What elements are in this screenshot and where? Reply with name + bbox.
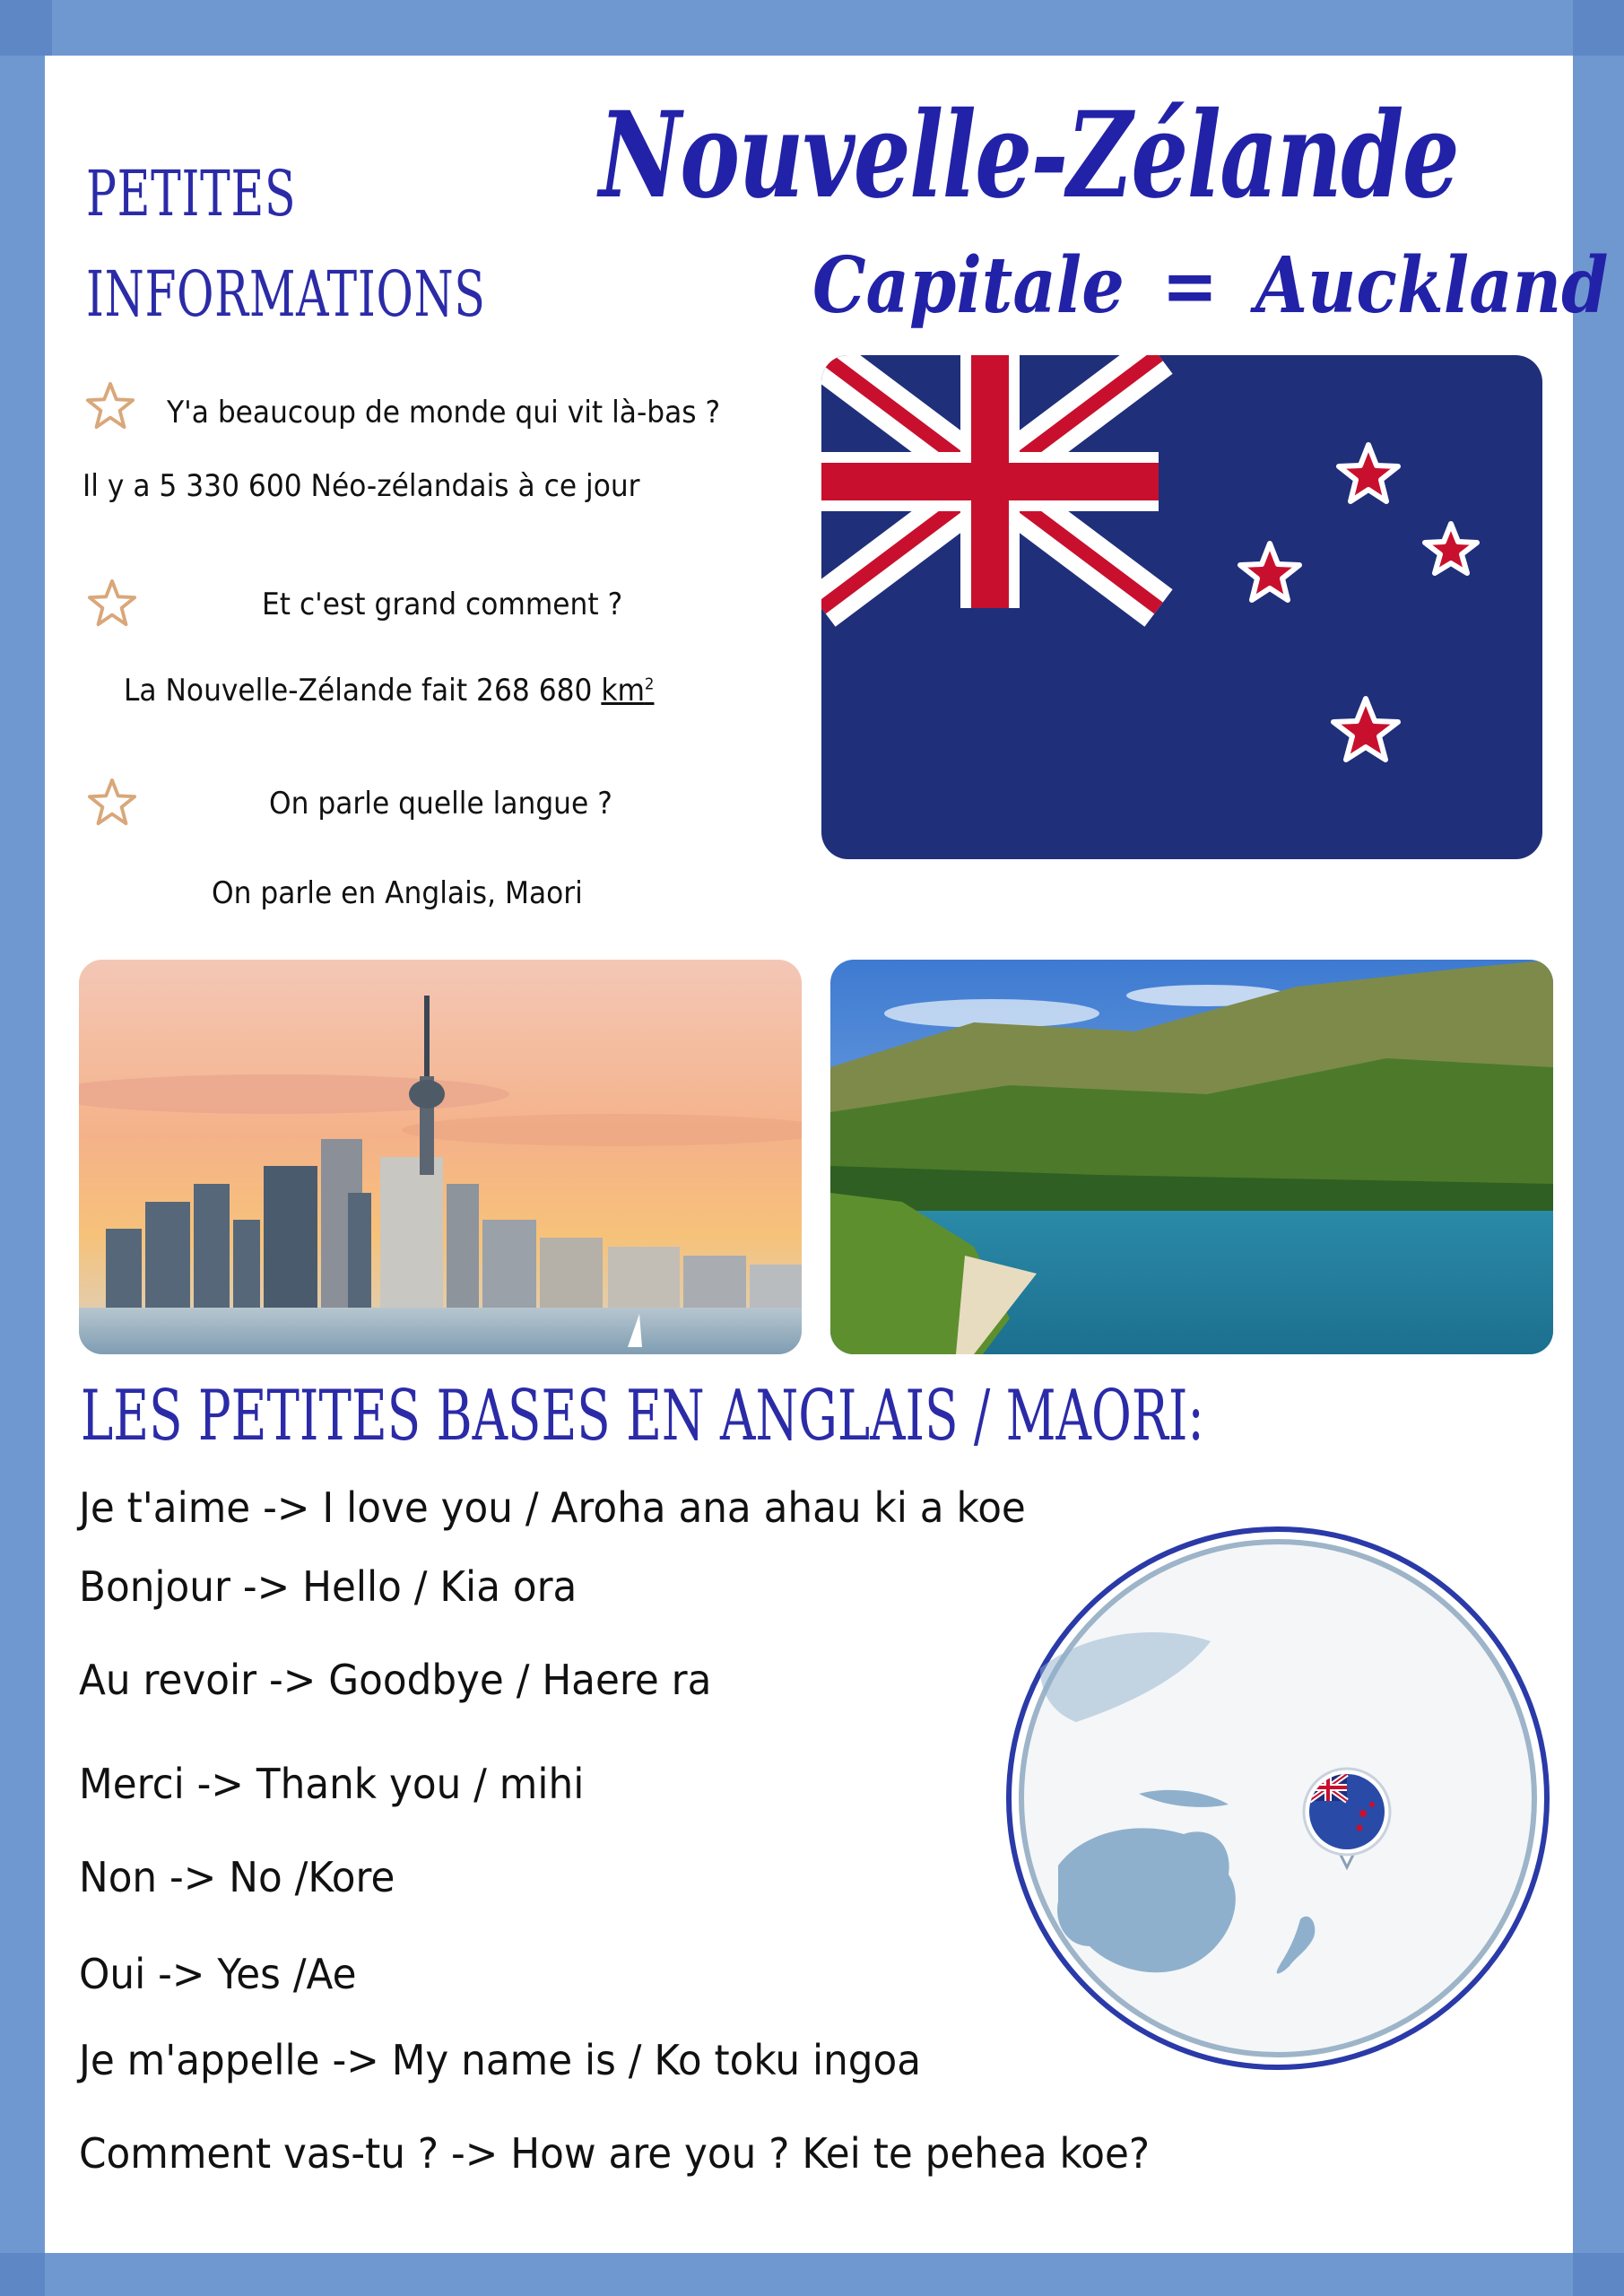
- frame-left: [0, 0, 45, 2296]
- frame-corner: [1573, 0, 1624, 56]
- phrase-item: Oui -> Yes /Ae: [79, 1950, 357, 1998]
- star-icon: [84, 380, 136, 432]
- page-title: Nouvelle-Zélande: [599, 86, 1459, 225]
- phrase-item: Je m'appelle -> My name is / Ko toku ingoa: [79, 2036, 922, 2084]
- frame-right: [1573, 0, 1624, 2296]
- answer-area-unit: $km^2$: [601, 673, 655, 709]
- phrase-item: Je t'aime -> I love you / Aroha ana ahau ki a koe: [79, 1483, 1026, 1532]
- phrase-item: Comment vas-tu ? -> How are you ? Kei te pehea koe?: [79, 2129, 1151, 2178]
- answer-area: [124, 673, 654, 709]
- answer-language: On parle en Anglais, Maori: [212, 875, 583, 911]
- world-globe-map: [1004, 1525, 1551, 2072]
- frame-corner: [0, 0, 52, 56]
- frame-bottom: [0, 2253, 1624, 2296]
- star-icon: [86, 777, 138, 829]
- frame-corner: [0, 2253, 45, 2296]
- star-icon: [86, 578, 138, 630]
- basics-heading: LES PETITES BASES EN ANGLAIS / MAORI:: [81, 1376, 1204, 1457]
- new-zealand-flag: [821, 355, 1542, 859]
- info-heading: [86, 144, 486, 344]
- question-area: Et c'est grand comment ?: [262, 587, 623, 622]
- answer-area-value: La Nouvelle-Zélande fait 268 680: [124, 673, 602, 709]
- phrase-item: Merci -> Thank you / mihi: [79, 1760, 585, 1808]
- frame-corner: [1573, 2253, 1624, 2296]
- info-heading-line1: PETITES: [86, 157, 297, 230]
- auckland-skyline-photo: [79, 960, 802, 1354]
- phrase-item: Bonjour -> Hello / Kia ora: [79, 1562, 578, 1611]
- frame-top: [0, 0, 1624, 56]
- answer-population: Il y a 5 330 600 Néo-zélandais à ce jour: [83, 468, 640, 504]
- question-language: On parle quelle langue ?: [269, 786, 612, 822]
- lake-mountains-photo: [830, 960, 1553, 1354]
- capital-subtitle: Capitale = Auckland: [812, 240, 1609, 331]
- info-heading-line2: INFORMATIONS: [86, 257, 486, 331]
- phrase-item: Non -> No /Kore: [79, 1853, 395, 1901]
- question-population: Y'a beaucoup de monde qui vit là-bas ?: [167, 395, 721, 430]
- phrase-item: Au revoir -> Goodbye / Haere ra: [79, 1656, 712, 1704]
